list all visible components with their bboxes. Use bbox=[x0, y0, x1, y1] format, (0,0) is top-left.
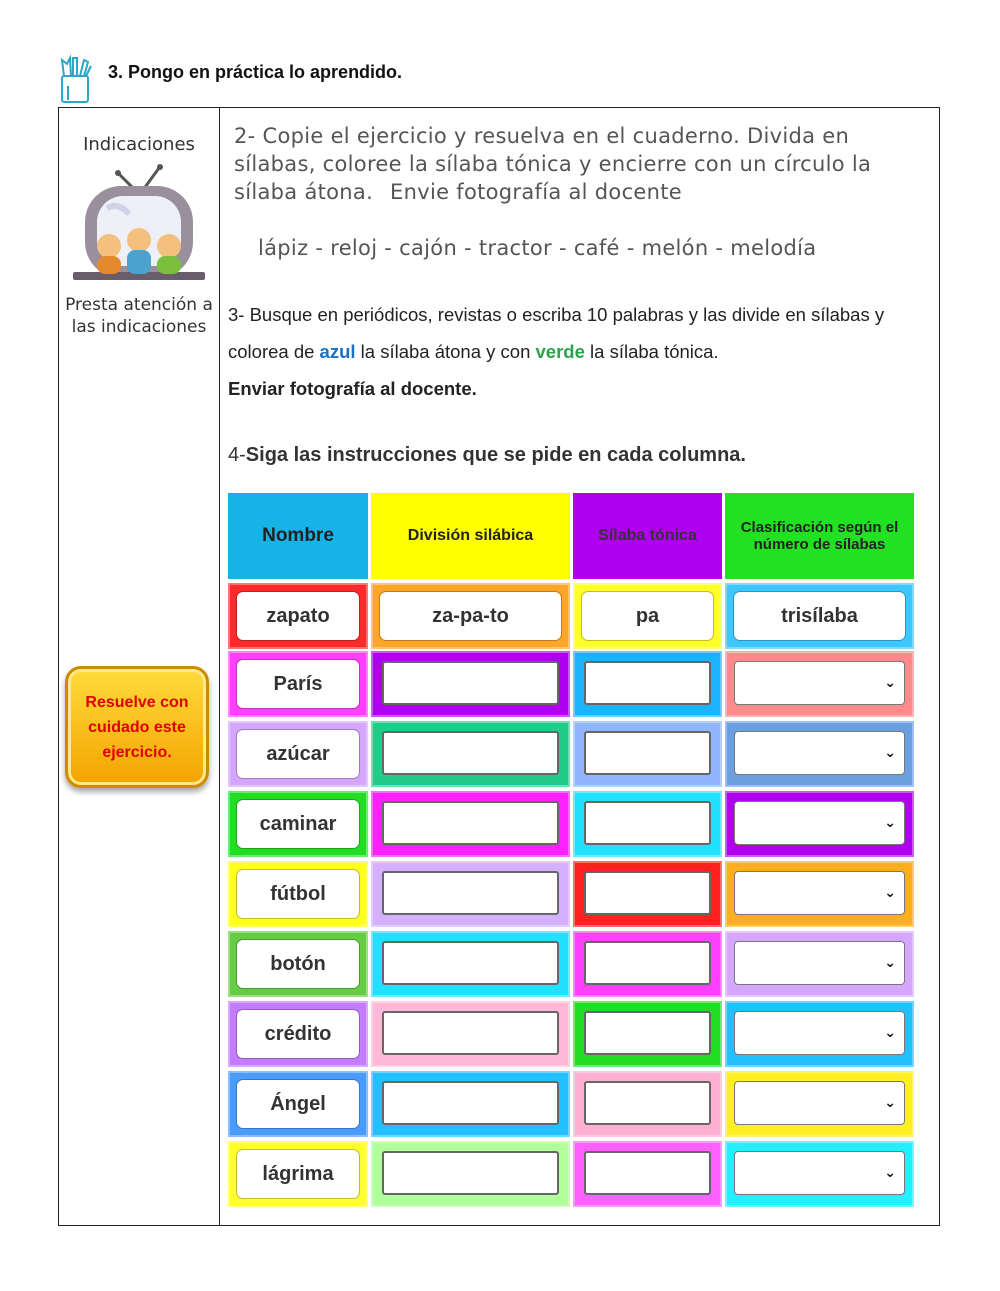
chevron-down-icon: ⌄ bbox=[884, 815, 896, 831]
table-cell bbox=[725, 1071, 914, 1137]
tonica-input[interactable] bbox=[584, 801, 711, 845]
table-cell bbox=[573, 861, 722, 927]
table-cell bbox=[371, 1141, 570, 1207]
pencil-cup-icon bbox=[58, 54, 94, 104]
azul-word: azul bbox=[319, 341, 356, 362]
tonica-input[interactable] bbox=[584, 871, 711, 915]
table-cell bbox=[725, 791, 914, 857]
chevron-down-icon: ⌄ bbox=[884, 675, 896, 691]
word-label: París bbox=[237, 660, 359, 708]
exercise-4-title bbox=[228, 444, 746, 467]
example-cell bbox=[573, 583, 722, 649]
word-label: caminar bbox=[237, 800, 359, 848]
word-label: azúcar bbox=[237, 730, 359, 778]
table-cell bbox=[371, 651, 570, 717]
table-cell bbox=[573, 931, 722, 997]
division-input[interactable] bbox=[382, 1081, 559, 1125]
exercise-4-prefix: 4- bbox=[228, 444, 246, 466]
chevron-down-icon: ⌄ bbox=[884, 955, 896, 971]
table-cell bbox=[228, 931, 368, 997]
section-header bbox=[58, 54, 402, 104]
table-header-1: Nombre bbox=[228, 493, 368, 579]
tonica-input[interactable] bbox=[584, 731, 711, 775]
exercise-3-part-c: la sílaba tónica. bbox=[590, 341, 719, 362]
example-cell bbox=[371, 583, 570, 649]
example-tonica: pa bbox=[582, 592, 713, 640]
clasificacion-dropdown[interactable] bbox=[734, 1151, 905, 1195]
tonica-input[interactable] bbox=[584, 1151, 711, 1195]
table-cell bbox=[371, 721, 570, 787]
clasificacion-dropdown[interactable] bbox=[734, 801, 905, 845]
word-label: lágrima bbox=[237, 1150, 359, 1198]
table-header-3: Sílaba tónica bbox=[573, 493, 722, 579]
table-header-2: División silábica bbox=[371, 493, 570, 579]
tv-kids-illustration bbox=[73, 162, 205, 292]
tonica-input[interactable] bbox=[584, 661, 711, 705]
verde-word: verde bbox=[535, 341, 585, 362]
chevron-down-icon: ⌄ bbox=[884, 1165, 896, 1181]
example-clasificacion: trisílaba bbox=[734, 592, 905, 640]
exercise-3-text bbox=[228, 296, 908, 407]
table-cell bbox=[371, 1001, 570, 1067]
table-cell bbox=[725, 931, 914, 997]
division-input[interactable] bbox=[382, 871, 559, 915]
division-input[interactable] bbox=[382, 941, 559, 985]
table-cell bbox=[228, 1071, 368, 1137]
table-cell bbox=[228, 861, 368, 927]
division-input[interactable] bbox=[382, 661, 559, 705]
table-cell bbox=[725, 721, 914, 787]
tonica-input[interactable] bbox=[584, 1081, 711, 1125]
clasificacion-dropdown[interactable] bbox=[734, 1011, 905, 1055]
exercise-3-send-photo: Enviar fotografía al docente. bbox=[228, 378, 477, 399]
table-cell bbox=[228, 791, 368, 857]
clasificacion-dropdown[interactable] bbox=[734, 871, 905, 915]
table-cell bbox=[573, 1001, 722, 1067]
clasificacion-dropdown[interactable] bbox=[734, 1081, 905, 1125]
exercise-3-part-b: la sílaba átona y con bbox=[360, 341, 531, 362]
table-cell bbox=[371, 791, 570, 857]
division-input[interactable] bbox=[382, 801, 559, 845]
word-label: fútbol bbox=[237, 870, 359, 918]
table-cell bbox=[371, 1071, 570, 1137]
table-cell bbox=[228, 1001, 368, 1067]
section-title: 3. Pongo en práctica lo aprendido. bbox=[108, 61, 403, 82]
table-cell bbox=[573, 1071, 722, 1137]
chevron-down-icon: ⌄ bbox=[884, 1095, 896, 1111]
presta-atencion-label: Presta atención a las indicaciones bbox=[65, 295, 213, 337]
exercise-2-text bbox=[234, 122, 874, 206]
table-cell bbox=[371, 931, 570, 997]
exercise-2-extra: Envie fotografía al docente bbox=[390, 180, 682, 204]
exercise-2-instructions: 2- Copie el ejercicio y resuelva en el cuaderno. Divida en sílabas, coloree la sílaba tónica y encierre con un círculo la sílaba átona. bbox=[234, 124, 872, 204]
table-cell bbox=[725, 861, 914, 927]
table-cell bbox=[725, 651, 914, 717]
table-cell bbox=[725, 1001, 914, 1067]
word-label: botón bbox=[237, 940, 359, 988]
word-label: Ángel bbox=[237, 1080, 359, 1128]
chevron-down-icon: ⌄ bbox=[884, 745, 896, 761]
clasificacion-dropdown[interactable] bbox=[734, 941, 905, 985]
table-header-4: Clasificación según el número de sílabas bbox=[725, 493, 914, 579]
table-cell bbox=[725, 1141, 914, 1207]
exercise-2-word-list: lápiz - reloj - cajón - tractor - café - melón - melodía bbox=[258, 236, 817, 260]
example-cell bbox=[725, 583, 914, 649]
exercise-3-part-a: 3- Busque en periódicos, revistas o escriba 10 palabras y las divide en sílabas y colorea de bbox=[228, 304, 885, 362]
table-cell bbox=[573, 1141, 722, 1207]
worksheet-frame bbox=[58, 107, 940, 1226]
table-cell bbox=[371, 861, 570, 927]
table-cell bbox=[228, 1141, 368, 1207]
warning-badge: Resuelve con cuidado este ejercicio. bbox=[65, 666, 209, 788]
division-input[interactable] bbox=[382, 1011, 559, 1055]
table-cell bbox=[573, 721, 722, 787]
instructions-column bbox=[59, 108, 220, 1225]
clasificacion-dropdown[interactable] bbox=[734, 661, 905, 705]
example-cell bbox=[228, 583, 368, 649]
word-label: crédito bbox=[237, 1010, 359, 1058]
table-cell bbox=[228, 651, 368, 717]
clasificacion-dropdown[interactable] bbox=[734, 731, 905, 775]
division-input[interactable] bbox=[382, 731, 559, 775]
example-division: za-pa-to bbox=[380, 592, 561, 640]
indicaciones-label: Indicaciones bbox=[83, 134, 195, 155]
exercises-area bbox=[220, 108, 939, 1225]
chevron-down-icon: ⌄ bbox=[884, 1025, 896, 1041]
example-name: zapato bbox=[237, 592, 359, 640]
table-cell bbox=[228, 721, 368, 787]
tonica-input[interactable] bbox=[584, 941, 711, 985]
chevron-down-icon: ⌄ bbox=[884, 885, 896, 901]
table-cell bbox=[573, 791, 722, 857]
tonica-input[interactable] bbox=[584, 1011, 711, 1055]
table-cell bbox=[573, 651, 722, 717]
exercise-4-instructions: Siga las instrucciones que se pide en cada columna. bbox=[245, 444, 746, 466]
division-input[interactable] bbox=[382, 1151, 559, 1195]
